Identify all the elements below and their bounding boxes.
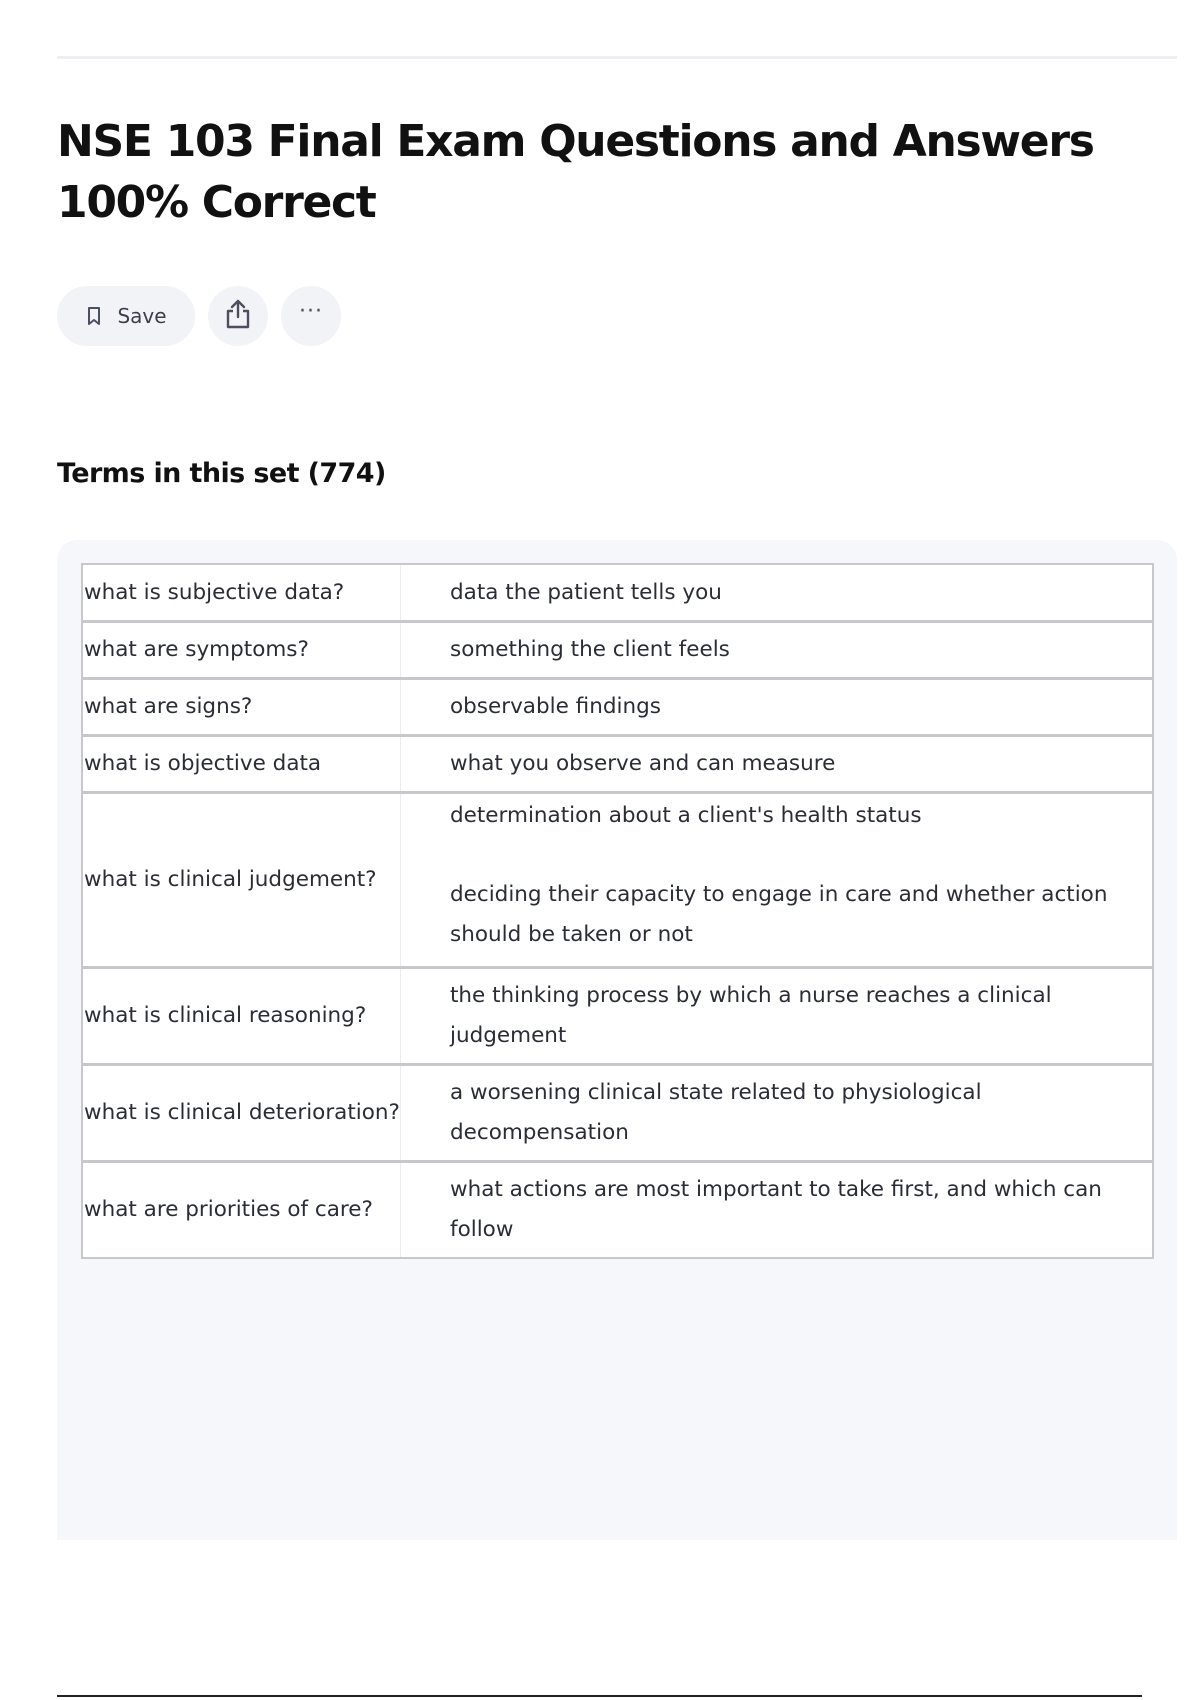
- term-cell: what are priorities of care?: [83, 1163, 401, 1257]
- top-divider: [57, 56, 1177, 59]
- term-cell: what is clinical judgement?: [83, 794, 401, 966]
- definition-cell: [401, 1163, 1152, 1257]
- share-button[interactable]: [208, 286, 268, 346]
- table-row[interactable]: [81, 734, 1154, 791]
- definition-text: determination about a client's health status: [450, 803, 922, 828]
- bookmark-icon: [85, 305, 103, 327]
- term-cell: what is subjective data?: [83, 565, 401, 620]
- action-bar: [57, 286, 341, 346]
- terms-table: [81, 563, 1154, 1259]
- table-row[interactable]: [81, 563, 1154, 620]
- definition-cell: [401, 623, 1152, 677]
- table-row[interactable]: [81, 1063, 1154, 1160]
- table-row[interactable]: [81, 791, 1154, 966]
- definition-text: deciding their capacity to engage in care and whether action should be taken or not: [450, 882, 1108, 947]
- definition-text: something the client feels: [450, 637, 730, 662]
- definition-cell: [401, 565, 1152, 620]
- table-row[interactable]: [81, 620, 1154, 677]
- bottom-divider: [57, 1695, 1142, 1697]
- definition-text: data the patient tells you: [450, 579, 722, 605]
- definition-cell: [401, 969, 1152, 1063]
- definition-text: what you observe and can measure: [450, 751, 836, 776]
- term-cell: what are signs?: [83, 680, 401, 734]
- term-cell: what are symptoms?: [83, 623, 401, 677]
- definition-text: a worsening clinical state related to physiological decompensation: [450, 1080, 982, 1145]
- share-icon: [224, 298, 252, 335]
- term-cell: what is objective data: [83, 737, 401, 791]
- definition-text: the thinking process by which a nurse reaches a clinical judgement: [450, 983, 1052, 1048]
- save-label: Save: [117, 304, 167, 328]
- table-row[interactable]: [81, 966, 1154, 1063]
- page-title: NSE 103 Final Exam Questions and Answers 100% Correct: [57, 116, 1094, 228]
- definition-cell: [401, 737, 1152, 791]
- table-row[interactable]: [81, 677, 1154, 734]
- table-row[interactable]: [81, 1160, 1154, 1259]
- terms-count-heading: Terms in this set (774): [57, 458, 386, 489]
- more-options-icon: ···: [299, 299, 323, 324]
- term-cell: what is clinical deterioration?: [83, 1066, 401, 1160]
- definition-text: observable findings: [450, 694, 661, 719]
- definition-text: what actions are most important to take first, and which can follow: [450, 1177, 1102, 1242]
- definition-cell: [401, 1066, 1152, 1160]
- save-button[interactable]: [57, 286, 195, 346]
- definition-cell: [401, 794, 1152, 966]
- definition-cell: [401, 680, 1152, 734]
- term-cell: what is clinical reasoning?: [83, 969, 401, 1063]
- more-options-button[interactable]: [281, 286, 341, 346]
